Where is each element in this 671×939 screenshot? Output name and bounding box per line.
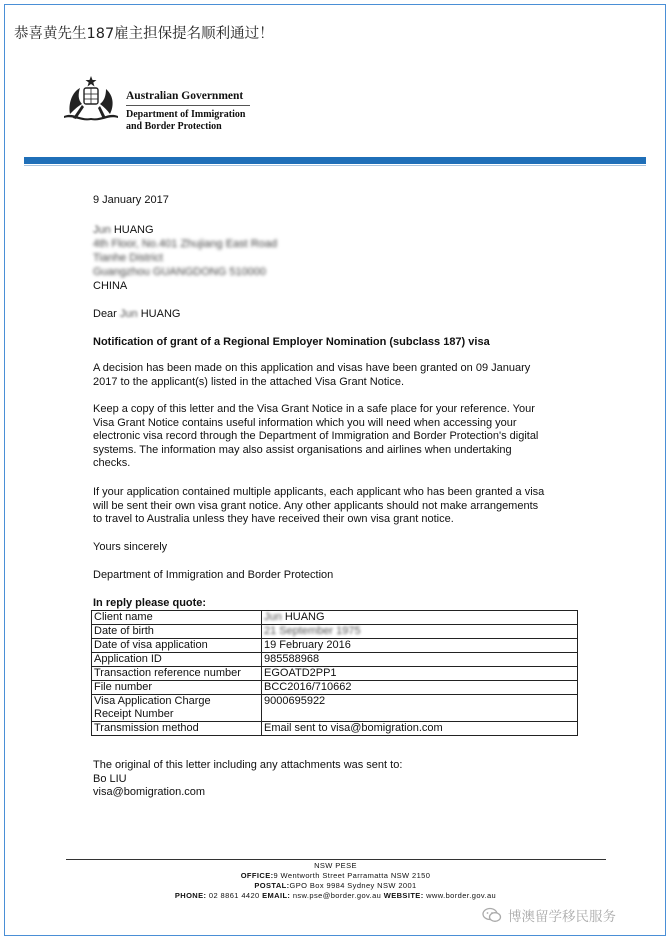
footer-postal-label: POSTAL: [254,881,290,890]
paragraph-3-line-1: If your application contained multiple applicants, each applicant who has been granted a visa [93,486,545,498]
footer-office-name: NSW PESE [314,861,357,870]
table-value: 19 February 2016 [262,639,578,653]
reference-table [91,610,578,736]
address-country: CHINA [93,280,128,292]
original-sent-line-1: The original of this letter including any attachments was sent to: [93,759,403,771]
salutation [93,308,180,322]
paragraph-1-line-1: A decision has been made on this application and visas have been granted on 09 January [93,362,531,374]
table-key: File number [92,681,262,695]
footer-phone-label: PHONE: [174,891,207,900]
table-value: 9000695922 [262,695,578,722]
table-value: BCC2016/710662 [262,681,578,695]
table-value: Email sent to visa@bomigration.com [262,722,578,736]
table-row [92,625,578,639]
dob-blurred: 21 September 1975 [264,625,361,637]
footer-phone-value: 02 8861 4420 [208,891,260,900]
table-row [92,667,578,681]
table-key: Date of visa application [92,639,262,653]
client-surname: HUANG [284,611,325,623]
footer-website-value: www.border.gov.au [426,891,497,900]
vac-key-line2: Receipt Number [94,708,174,720]
vac-key-line1: Visa Application Charge [94,695,211,707]
watermark-text: 博澳留学移民服务 [508,909,616,925]
paragraph-2-line-3: electronic visa record through the Department of Immigration and Border Protection's digital [93,430,539,442]
footer-email-label: EMAIL: [262,891,291,900]
footer-rule [66,859,606,860]
paragraph-2-line-2: Visa Grant Notice contains useful information which you will need when accessing your [93,416,517,429]
caption-text: 恭喜黄先生187雇主担保提名顺利通过！ [14,26,274,42]
header-blue-bar-shadow [24,165,646,166]
address-name [93,224,154,238]
footer-website-label: WEBSITE: [383,891,424,900]
letter-subject: Notification of grant of a Regional Employer Nomination (subclass 187) visa [93,336,490,348]
department-name-line1: Department of Immigration [126,109,246,120]
client-name-blurred: Jun [264,611,282,623]
table-key: Transaction reference number [92,667,262,681]
address-surname: HUANG [113,224,154,236]
paragraph-3-line-3: to travel to Australia unless they have received their own visa grant notice. [93,513,454,525]
footer-contact [0,891,671,900]
address-line2: Tianhe District [93,252,163,264]
paragraph-2-line-5: checks. [93,457,131,469]
wechat-icon [482,907,502,923]
wechat-watermark [482,905,616,925]
paragraph-3-line-2: will be sent their own visa grant notice. Any other applicants should not make arrangements [93,499,539,512]
paragraph-1-line-2: 2017 to the applicant(s) listed in the attached Visa Grant Notice. [93,375,405,388]
coat-of-arms-icon [60,74,122,124]
table-key [92,695,262,722]
letter-date: 9 January 2017 [93,194,169,206]
salutation-dear: Dear [93,308,117,320]
table-value: EGOATD2PP1 [262,667,578,681]
letterhead-rule [126,105,250,106]
address-line1: 4th Floor, No.401 Zhujiang East Road [93,238,278,250]
salutation-name: HUANG [140,308,181,320]
table-row [92,681,578,695]
table-row [92,639,578,653]
table-key: Client name [92,611,262,625]
signoff: Department of Immigration and Border Protection [93,569,334,581]
footer-postal [0,881,671,890]
closing: Yours sincerely [93,541,168,553]
header-blue-bar [24,157,646,164]
footer-office-value: 9 Wentworth Street Parramatta NSW 2150 [273,871,431,880]
paragraph-2-line-1: Keep a copy of this letter and the Visa Grant Notice in a safe place for your reference. Your [93,403,535,415]
table-value [262,611,578,625]
address-name-blurred: Jun [93,224,111,236]
footer-email-value: nsw.pse@border.gov.au [292,891,382,900]
reply-heading: In reply please quote: [93,597,207,609]
address-line3: Guangzhou GUANGDONG 510000 [93,266,267,278]
footer-postal-value: GPO Box 9984 Sydney NSW 2001 [289,881,417,890]
paragraph-2-line-4: systems. The information may also assist organisations and airlines when undertaking [93,443,512,456]
original-sent-line-3: visa@bomigration.com [93,786,206,798]
table-row [92,722,578,736]
table-row [92,653,578,667]
footer-office-label: OFFICE: [240,871,274,880]
table-row [92,695,578,722]
table-key: Date of birth [92,625,262,639]
salutation-blurred: Jun [119,308,138,320]
government-name: Australian Government [126,90,244,102]
table-row [92,611,578,625]
original-sent-line-2: Bo LIU [93,772,127,785]
table-key: Application ID [92,653,262,667]
department-name-line2: and Border Protection [126,121,222,132]
footer-office [0,871,671,880]
table-key: Transmission method [92,722,262,736]
table-value: 985588968 [262,653,578,667]
table-value [262,625,578,639]
